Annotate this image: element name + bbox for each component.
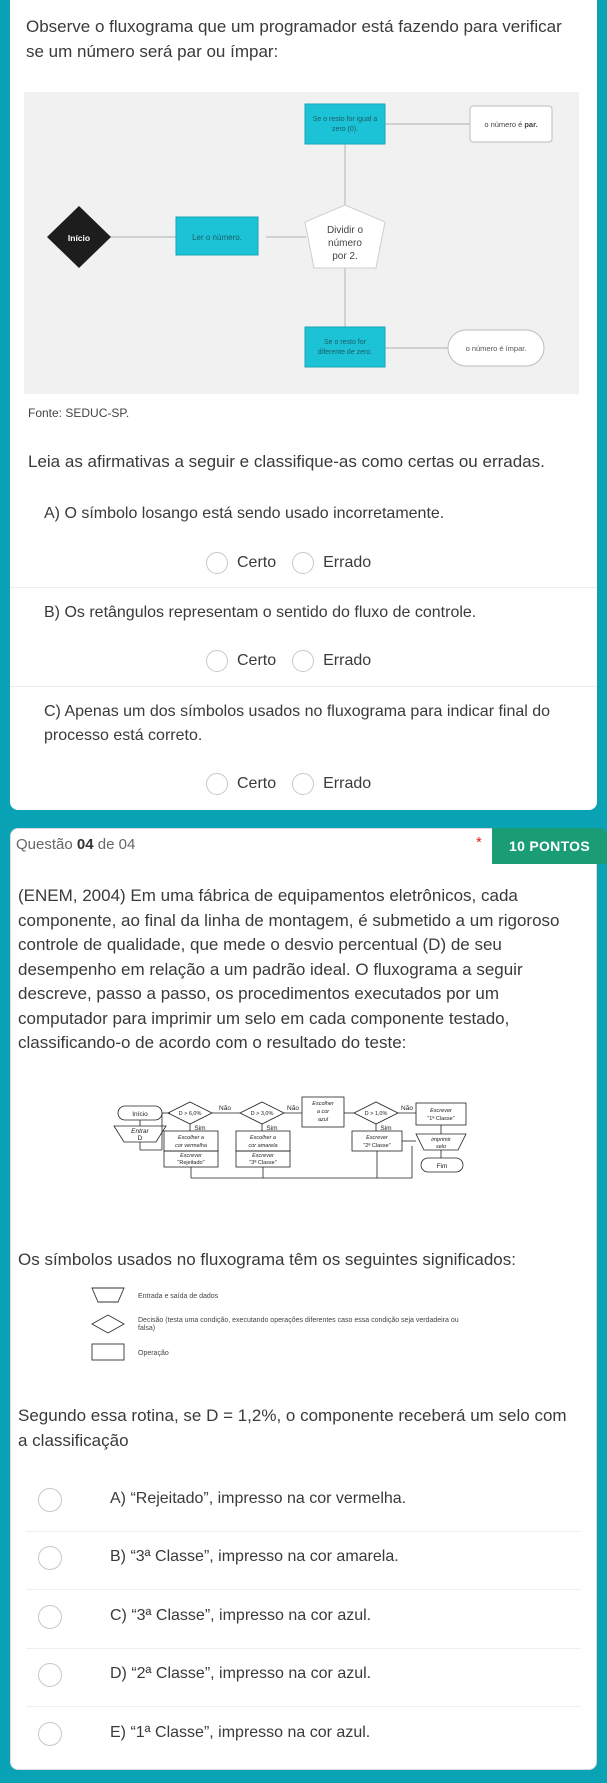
decision-symbol-icon	[92, 1315, 124, 1333]
result-even-label: o número é par.	[484, 120, 538, 129]
option-c-radio[interactable]	[38, 1605, 62, 1629]
fc2-sim-1: Sim	[194, 1125, 206, 1132]
divider	[10, 686, 597, 687]
fc2-d6: D > 6,0%	[178, 1111, 202, 1117]
remainder-nonzero-box	[305, 327, 385, 367]
fc2-enter-1: Entrar	[131, 1128, 149, 1135]
fc2-enter-2: D	[137, 1135, 143, 1142]
divide-label-1: Dividir o	[326, 225, 364, 236]
statement-c-text: C) Apenas um dos símbolos usados no fluxograma para indicar final do processo está correto.	[44, 703, 551, 744]
fc2-write2-1: Escrever	[366, 1135, 388, 1141]
statement-b-certo-radio[interactable]	[206, 650, 228, 672]
remainder-nonzero-label-2: diferente de zero.	[317, 349, 373, 356]
option-e[interactable]	[10, 1708, 597, 1766]
points-badge: 10 PONTOS	[492, 828, 607, 864]
start-diamond	[47, 206, 111, 268]
figure-source: Fonte: SEDUC-SP.	[28, 406, 130, 420]
fc2-blue-2: a cor	[316, 1109, 330, 1115]
divider	[26, 1589, 581, 1590]
legend-operation: Operação	[138, 1350, 169, 1357]
fc2-red-4: "Rejeitado"	[177, 1160, 205, 1166]
statement-a-certo-radio[interactable]	[206, 552, 228, 574]
remainder-nonzero-label-1: Se o resto for	[323, 339, 367, 346]
symbols-legend	[88, 1284, 518, 1368]
errado-label: Errado	[323, 775, 372, 792]
flowchart-quality-figure	[112, 1090, 500, 1186]
certo-label: Certo	[237, 775, 277, 792]
legend-decision-1: Decisão (testa uma condição, executando operações diferentes caso essa condição seja verdadeira ou	[138, 1317, 459, 1324]
fc2-print-1: imprimir	[431, 1137, 451, 1143]
divide-label-3: por 2.	[332, 251, 358, 262]
fc2-red-3: Escrever	[180, 1153, 202, 1159]
fc2-write1-1: Escrever	[430, 1108, 452, 1114]
statement-c-certo-radio[interactable]	[206, 773, 228, 795]
fc2-fim: Fim	[436, 1163, 448, 1170]
remainder-zero-label-1: Se o resto for igual a	[312, 116, 378, 123]
fc2-nao-2: Não	[287, 1105, 299, 1112]
statement-a-errado-radio[interactable]	[292, 552, 314, 574]
fc2-blue-1: Escolher	[312, 1101, 334, 1107]
remainder-zero-box	[305, 104, 385, 144]
fc2-write2-2: "2ª Classe"	[363, 1143, 391, 1149]
fc2-yellow-2: cor amarela	[248, 1143, 278, 1149]
fc2-sim-2: Sim	[266, 1125, 278, 1132]
fc2-yellow-1: Escolher a	[250, 1135, 276, 1141]
question-intro: Observe o fluxograma que um programador está fazendo para verificar se um número será par ou ímpar:	[26, 17, 562, 61]
start-label: Início	[67, 233, 91, 243]
statements-intro: Leia as afirmativas a seguir e classifique-as como certas ou erradas.	[28, 452, 545, 471]
statement-b-errado-radio[interactable]	[292, 650, 314, 672]
option-d[interactable]	[10, 1649, 597, 1707]
fc2-d1: D > 1,0%	[364, 1111, 388, 1117]
divider	[26, 1706, 581, 1707]
operation-symbol-icon	[92, 1344, 124, 1360]
fc2-nao-3: Não	[401, 1105, 413, 1112]
statement-c-choices	[206, 773, 387, 795]
option-e-radio[interactable]	[38, 1722, 62, 1746]
option-a-radio[interactable]	[38, 1488, 62, 1512]
statement-a-text: A) O símbolo losango está sendo usado incorretamente.	[44, 505, 445, 522]
read-number-box	[176, 217, 258, 255]
option-b-label: B) “3ª Classe”, impresso na cor amarela.	[110, 1548, 399, 1565]
statement-c-errado-radio[interactable]	[292, 773, 314, 795]
fc2-red-2: cor vermelha	[175, 1143, 207, 1149]
divide-pentagon	[305, 205, 385, 268]
question-number: 04	[76, 836, 94, 853]
fc2-print-2: selo	[435, 1144, 447, 1150]
statement-a-choices	[206, 552, 387, 574]
symbols-intro: Os símbolos usados no fluxograma têm os seguintes significados:	[18, 1250, 516, 1269]
statement-b-text: B) Os retângulos representam o sentido do fluxo de controle.	[44, 604, 477, 621]
io-symbol-icon	[92, 1288, 124, 1302]
statement-b-choices	[206, 650, 387, 672]
result-odd-label: o número é ímpar.	[465, 344, 527, 353]
question-ask: Segundo essa rotina, se D = 1,2%, o componente receberá um selo com a classificação	[18, 1406, 567, 1450]
legend-io: Entrada e saída de dados	[138, 1293, 219, 1300]
option-d-label: D) “2ª Classe”, impresso na cor azul.	[110, 1665, 372, 1682]
fc2-yellow-3: Escrever	[252, 1153, 274, 1159]
required-marker: *	[476, 834, 482, 851]
errado-label: Errado	[323, 554, 372, 571]
result-even-box	[470, 106, 552, 142]
option-d-radio[interactable]	[38, 1663, 62, 1687]
fc2-inicio: Início	[132, 1111, 148, 1118]
question-total: de 04	[97, 836, 136, 853]
option-c-label: C) “3ª Classe”, impresso na cor azul.	[110, 1607, 372, 1624]
divide-label-2: número	[328, 238, 362, 249]
errado-label: Errado	[323, 652, 372, 669]
flowchart-parity-figure	[24, 92, 579, 394]
option-a[interactable]	[10, 1474, 597, 1532]
option-b[interactable]	[10, 1532, 597, 1590]
fc2-red-1: Escolher a	[178, 1135, 204, 1141]
fc2-yellow-4: "3ª Classe"	[249, 1160, 277, 1166]
fc2-write1-2: "1ª Classe"	[427, 1116, 455, 1122]
legend-decision-2: falsa)	[138, 1325, 156, 1332]
fc2-nao-1: Não	[219, 1105, 231, 1112]
certo-label: Certo	[237, 554, 277, 571]
divider	[10, 587, 597, 588]
option-c[interactable]	[10, 1591, 597, 1649]
option-b-radio[interactable]	[38, 1546, 62, 1570]
fc2-sim-3: Sim	[380, 1125, 392, 1132]
result-odd-box	[448, 330, 544, 366]
fc2-blue-3: azul	[317, 1117, 329, 1123]
question-label: Questão	[16, 836, 73, 853]
read-number-label: Ler o número.	[192, 233, 242, 242]
remainder-zero-label-2: zero (0).	[331, 126, 359, 133]
option-e-label: E) “1ª Classe”, impresso na cor azul.	[110, 1724, 371, 1741]
question-3-card	[10, 0, 597, 810]
fc2-d3: D > 3,0%	[250, 1111, 274, 1117]
certo-label: Certo	[237, 652, 277, 669]
question-text: (ENEM, 2004) Em uma fábrica de equipamentos eletrônicos, cada componente, ao final da linha de montagem, é submetido a um rigoroso controle de qualidade, que mede o desvio percentual (D) de seu desempenho em relação a um padrão ideal. O fluxograma a seguir descreve, passo a passo, os procedimentos executados por um computador para imprimir um selo em cada componente testado, classificando-o de acordo com o resultado do teste:	[18, 886, 560, 1052]
option-a-label: A) “Rejeitado”, impresso na cor vermelha.	[110, 1490, 407, 1507]
question-counter	[16, 836, 135, 853]
